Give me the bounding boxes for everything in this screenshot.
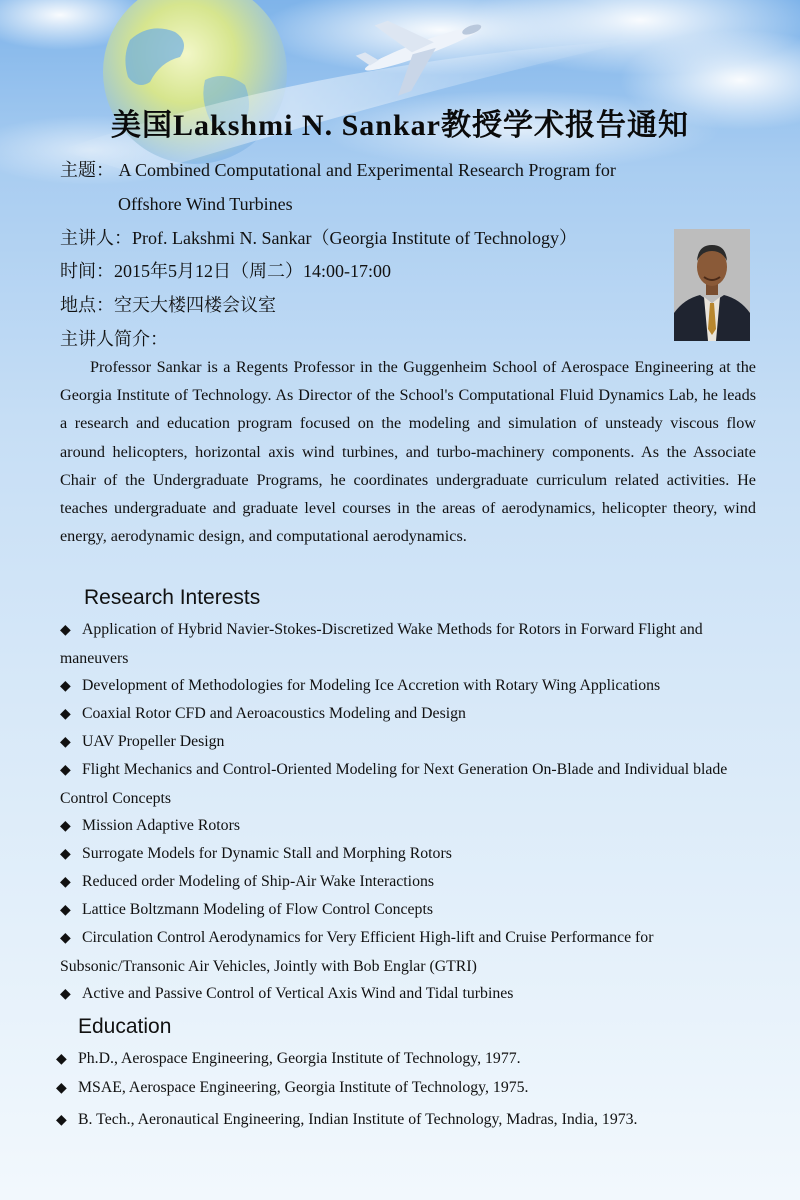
research-item-text: Flight Mechanics and Control-Oriented Modeling for Next Generation On-Blade and Individual blade Control Concepts (60, 761, 728, 807)
speaker-label: 主讲人： (60, 228, 132, 248)
diamond-bullet-icon: ◆ (60, 931, 71, 946)
research-item-text: Mission Adaptive Rotors (82, 817, 240, 834)
place-label: 地点： (60, 295, 114, 315)
speaker-portrait (674, 229, 750, 341)
research-item-text: Coaxial Rotor CFD and Aeroacoustics Modeling and Design (82, 705, 466, 722)
diamond-bullet-icon: ◆ (60, 903, 71, 918)
diamond-bullet-icon: ◆ (56, 1052, 67, 1067)
diamond-bullet-icon: ◆ (60, 679, 71, 694)
education-item-text: B. Tech., Aeronautical Engineering, Indian Institute of Technology, Madras, India, 1973. (78, 1111, 638, 1128)
diamond-bullet-icon: ◆ (60, 763, 71, 778)
research-item-text: Lattice Boltzmann Modeling of Flow Control Concepts (82, 901, 433, 918)
research-item (60, 840, 772, 869)
time-row (60, 259, 391, 283)
diamond-bullet-icon: ◆ (56, 1081, 67, 1096)
speaker-value: Prof. Lakshmi N. Sankar（Georgia Institute of Technology） (132, 228, 577, 248)
research-item-text: Reduced order Modeling of Ship-Air Wake Interactions (82, 873, 435, 890)
research-item (60, 700, 772, 729)
research-item (60, 980, 772, 1009)
diamond-bullet-icon: ◆ (60, 819, 71, 834)
diamond-bullet-icon: ◆ (60, 735, 71, 750)
research-item-text: UAV Propeller Design (82, 733, 225, 750)
diamond-bullet-icon: ◆ (60, 623, 71, 638)
place-row (60, 293, 276, 317)
bio-paragraph: Professor Sankar is a Regents Professor in the Guggenheim School of Aerospace Engineering at the Georgia Institute of Technology. As Director of the School's Computational Fluid Dynamics Lab, he leads a research and education program focused on the modeling and simulation of unsteady viscous flow around helicopters, horizontal axis wind turbines, and turbo-machinery components. As the Associate Chair of the Undergraduate Programs, he coordinates undergraduate curriculum related activities. He teaches undergraduate and graduate level courses in the areas of aerodynamics, helicopter theory, wind energy, aerodynamic design, and computational aerodynamics. (60, 358, 756, 546)
research-item (60, 616, 772, 673)
education-item (56, 1076, 528, 1101)
research-item-text: Circulation Control Aerodynamics for Very Efficient High-lift and Cruise Performance for Subsonic/Transonic Air Vehicles, Jointly with Bob Englar (GTRI) (60, 929, 654, 975)
research-item-text: Active and Passive Control of Vertical Axis Wind and Tidal turbines (82, 985, 514, 1002)
research-item-text: Application of Hybrid Navier-Stokes-Discretized Wake Methods for Rotors in Forward Flight and maneuvers (60, 621, 703, 667)
diamond-bullet-icon: ◆ (60, 987, 71, 1002)
diamond-bullet-icon: ◆ (60, 707, 71, 722)
research-item (60, 812, 772, 841)
speaker-row (60, 226, 577, 250)
education-heading: Education (78, 1015, 172, 1038)
research-item (60, 896, 772, 925)
research-item-text: Development of Methodologies for Modeling Ice Accretion with Rotary Wing Applications (82, 677, 661, 694)
research-item (60, 728, 772, 757)
education-item-text: MSAE, Aerospace Engineering, Georgia Institute of Technology, 1975. (78, 1079, 529, 1096)
diamond-bullet-icon: ◆ (56, 1113, 67, 1128)
topic-value: A Combined Computational and Experimental Research Program for (118, 160, 616, 180)
topic-label: 主题： (60, 160, 114, 180)
page-title: 美国Lakshmi N. Sankar教授学术报告通知 (111, 109, 689, 142)
topic-row (60, 158, 616, 182)
bio-label: 主讲人简介： (60, 329, 168, 349)
education-item (56, 1047, 521, 1072)
time-label: 时间： (60, 261, 114, 281)
education-item-text: Ph.D., Aerospace Engineering, Georgia Institute of Technology, 1977. (78, 1050, 521, 1067)
research-item-text: Surrogate Models for Dynamic Stall and Morphing Rotors (82, 845, 452, 862)
research-item (60, 924, 772, 981)
research-item (60, 756, 772, 813)
research-item (60, 672, 772, 701)
topic-value-continued: Offshore Wind Turbines (118, 194, 293, 214)
diamond-bullet-icon: ◆ (60, 847, 71, 862)
place-value: 空天大楼四楼会议室 (114, 295, 276, 315)
research-item (60, 868, 772, 897)
diamond-bullet-icon: ◆ (60, 875, 71, 890)
research-heading: Research Interests (84, 586, 261, 609)
education-item (56, 1108, 637, 1133)
time-value: 2015年5月12日（周二）14:00-17:00 (114, 261, 391, 281)
